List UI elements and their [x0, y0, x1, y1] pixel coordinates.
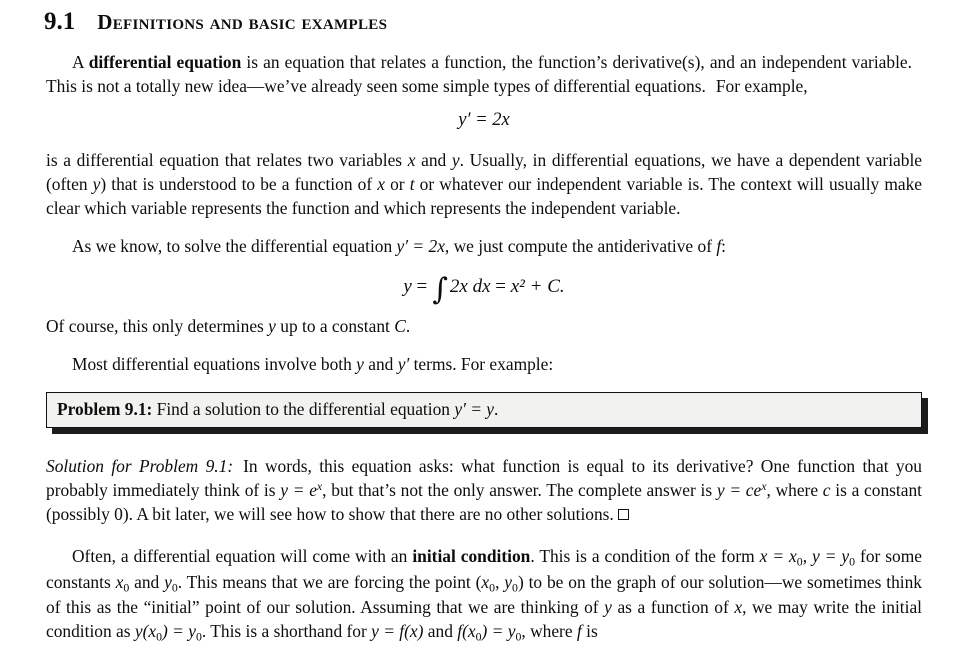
problem-box: [46, 392, 922, 428]
qed-square-icon: [618, 509, 629, 520]
text-fragment: A: [72, 52, 89, 72]
term-initial-condition: initial condition: [412, 545, 531, 566]
integrand: 2x dx: [449, 275, 491, 297]
section-title: Definitions and basic examples: [97, 10, 388, 34]
subscript-zero: 0: [849, 554, 856, 569]
inline-equation: y = e: [280, 479, 317, 500]
paragraph-constant: [46, 314, 922, 338]
exponent-x: x: [761, 478, 767, 493]
math-x0: x: [115, 571, 124, 592]
text-fragment: ,: [495, 571, 505, 592]
inline-equation: x = x: [759, 545, 797, 566]
text-fragment: For example,: [715, 76, 808, 97]
text-fragment: is a constant (possibly 0). A bit later, we will see how to show that there are no other solutions.: [46, 479, 923, 524]
text-fragment: and: [423, 621, 458, 642]
subscript-zero: 0: [156, 629, 163, 644]
problem-equation: y′ = y: [454, 398, 495, 419]
text-fragment: and: [129, 571, 165, 592]
closing-paragraph: [46, 544, 922, 645]
equals-sign: =: [416, 275, 428, 297]
text-fragment: This is not a totally new idea—we’ve already seen some simple types of differential equations.: [46, 76, 706, 97]
text-fragment: .: [405, 315, 411, 336]
math-c: c: [822, 479, 831, 500]
math-y0: y: [164, 571, 172, 592]
text-fragment: or whatever our independent variable is. The context will usually make clear which variable represents the function and which represents the independent variable.: [46, 173, 922, 218]
solution-block: [46, 454, 922, 526]
equals-sign: =: [495, 275, 506, 297]
inline-equation: f(x: [457, 621, 476, 642]
math-y: y: [356, 353, 364, 374]
math-y: y: [604, 597, 612, 618]
subscript-zero: 0: [512, 579, 518, 594]
text-fragment: ,: [802, 545, 813, 566]
text-fragment: , where: [521, 621, 577, 642]
math-f: f: [576, 621, 582, 642]
text-fragment: . This is a shorthand for: [201, 621, 372, 642]
math-f: f: [716, 235, 722, 256]
text-fragment: up to a constant: [275, 315, 395, 336]
section-number: 9.1: [44, 8, 76, 35]
text-fragment: terms. For example:: [409, 353, 554, 374]
text-fragment: As we know, to solve the differential equation: [72, 235, 397, 256]
text-fragment: or: [384, 173, 410, 194]
inline-equation: ) = y: [481, 621, 516, 642]
text-fragment: . Usually, in differential equations, we have a dependent variable (often: [46, 149, 922, 194]
math-x: x: [734, 597, 743, 618]
text-fragment: is: [581, 621, 598, 642]
math-y: y: [451, 149, 460, 170]
integral-sign: ∫: [432, 272, 448, 308]
math-C: C: [394, 315, 406, 336]
inline-equation: ) = y: [162, 621, 196, 642]
math-y-prime: y′: [397, 353, 410, 374]
text-fragment: , we may write the initial condition as: [46, 597, 923, 642]
text-fragment: ) to be on the graph of our solution—we sometimes think of this as the “initial” point of our solution. Assuming that we are thinking of: [46, 571, 922, 618]
math-y: y: [268, 315, 276, 336]
subscript-zero: 0: [195, 629, 202, 644]
inline-equation: y′ = 2x: [396, 235, 445, 256]
paragraph-antiderivative: [46, 234, 922, 258]
subscript-zero: 0: [515, 629, 522, 644]
subscript-zero: 0: [171, 579, 178, 594]
math-y: y: [92, 173, 101, 194]
text-fragment: and: [363, 353, 398, 374]
subscript-zero: 0: [796, 554, 803, 569]
solution-heading: Solution for Problem 9.1:: [46, 455, 234, 476]
text-fragment: , but that’s not the only answer. The complete answer is: [322, 479, 717, 500]
exponent-x: x: [316, 478, 323, 493]
inline-equation: y = y: [812, 545, 850, 566]
text-fragment: , where: [766, 479, 823, 500]
subscript-zero: 0: [489, 579, 496, 594]
text-fragment: . This is a condition of the form: [530, 545, 760, 566]
equation-rhs: x² + C.: [510, 275, 565, 297]
text-fragment: , we just compute the antiderivative of: [444, 235, 717, 256]
text-fragment: Most differential equations involve both: [72, 353, 357, 374]
text-fragment: In words, this equation asks: what function is equal to its derivative? One function that you probably immediately think of is: [46, 455, 922, 500]
paragraph-variables: [46, 148, 922, 220]
text-fragment: and: [415, 149, 452, 170]
text-fragment: as a function of: [611, 597, 735, 618]
inline-equation: y = ce: [716, 479, 762, 500]
math-y0: y: [504, 571, 513, 592]
subscript-zero: 0: [123, 579, 130, 594]
text-fragment: Find a solution to the differential equation: [152, 398, 455, 419]
text-fragment: . This means that we are forcing the point (: [177, 571, 482, 592]
section-heading: [44, 8, 960, 36]
term-differential-equation: differential equation: [88, 52, 242, 72]
math-x: x: [377, 173, 385, 194]
math-x0: x: [481, 571, 490, 592]
equation-lhs: y: [403, 275, 412, 297]
document-page: [0, 8, 960, 655]
equation-text: y′ = 2x: [458, 110, 510, 131]
math-x: x: [407, 149, 416, 170]
text-fragment: Of course, this only determines: [46, 315, 269, 336]
equation-y-prime-equals-2x: [46, 108, 922, 134]
problem-box-wrapper: [46, 392, 922, 428]
text-fragment: Often, a differential equation will come with an: [72, 545, 413, 566]
paragraph-definition: [46, 50, 922, 98]
inline-equation: y(x: [134, 621, 157, 642]
body-text: [46, 50, 922, 376]
text-fragment: .: [494, 398, 499, 419]
paragraph-both-terms: [46, 352, 922, 376]
inline-equation: y = f(x): [371, 621, 424, 642]
text-fragment: :: [721, 235, 727, 256]
text-fragment: for some constants: [46, 545, 922, 592]
equation-integral: [46, 272, 922, 308]
problem-label: Problem 9.1:: [57, 398, 153, 419]
text-fragment: is a differential equation that relates two variables: [46, 149, 408, 170]
text-fragment: is an equation that relates a function, the function’s derivative(s), and an independent variable.: [241, 52, 912, 72]
subscript-zero: 0: [475, 629, 482, 644]
math-t: t: [409, 173, 415, 194]
text-fragment: ) that is understood to be a function of: [100, 173, 378, 194]
